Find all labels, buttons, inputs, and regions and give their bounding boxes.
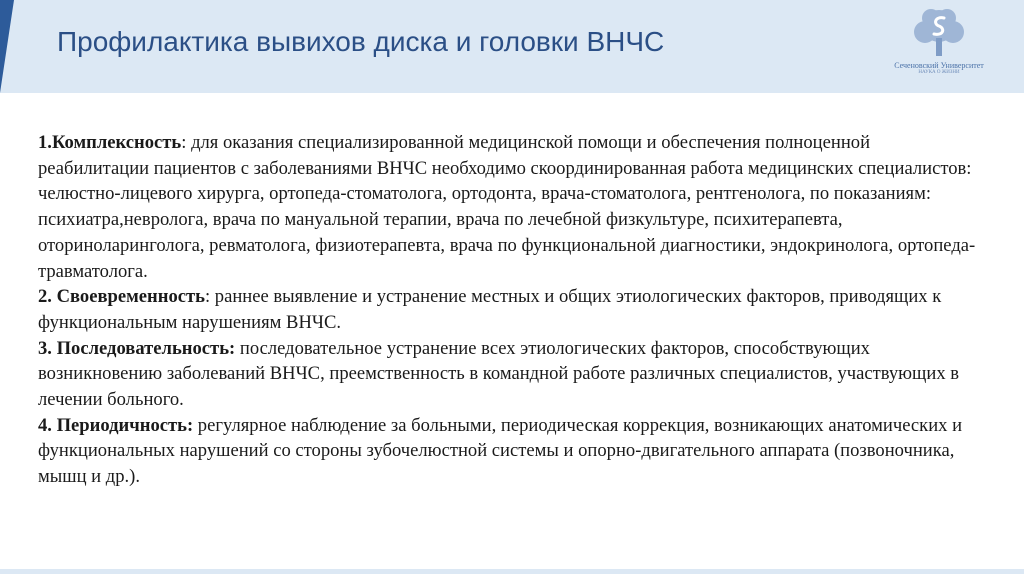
principle-text: : для оказания специализированной медицинской помощи и обеспечения полноценной реабилитации пациентов с заболеваниями ВНЧС необходимо скоординированная работа медицинских специалистов: челюстно-лицевого хирурга, ортопеда-стоматолога, ортодонта, врача-стоматолога, рентгенолога, по показаниям: психиатра,невролога, врача по мануальной терапии, врача по лечебной физкультуре, психитерапевта, оториноларинголога, ревматолога, физиотерапевта, врача по функциональной диагностики, эндокринолога, ортопеда-травматолога. <box>38 132 976 282</box>
principle-item <box>38 130 978 284</box>
header-accent-stripe <box>0 0 14 93</box>
tree-logo-icon <box>907 6 971 60</box>
principle-heading: 2. Своевременность <box>38 286 205 308</box>
principle-text: регулярное наблюдение за больными, периодическая коррекция, возникающих анатомических и функциональных нарушений со стороны зубочелюстной системы и опорно-двигательного аппарата (позвоночника, мышц и др.). <box>38 414 963 488</box>
footer-band <box>0 569 1024 574</box>
logo-motto: НАУКА О ЖИЗНИ <box>918 70 960 75</box>
logo-name: Сеченовский Университет <box>894 61 984 70</box>
header-band <box>0 0 1024 93</box>
principle-item <box>38 284 978 335</box>
page-title: Профилактика вывихов диска и головки ВНЧС <box>57 26 665 57</box>
principle-text: : раннее выявление и устранение местных и общих этиологических факторов, приводящих к функциональным нарушениям ВНЧС. <box>38 286 942 333</box>
principle-item <box>38 413 978 490</box>
principle-heading: 1.Комплексность <box>38 132 182 153</box>
principles-list <box>38 130 978 490</box>
principle-heading: 3. Последовательность: <box>38 337 236 359</box>
university-logo <box>884 6 994 88</box>
principle-text: последовательное устранение всех этиологических факторов, способствующих возникновению заболеваний ВНЧС, преемственность в командной работе различных специалистов, участвующих в лечении больного. <box>38 337 960 411</box>
principle-item <box>38 336 978 413</box>
principle-heading: 4. Периодичность: <box>38 414 194 436</box>
